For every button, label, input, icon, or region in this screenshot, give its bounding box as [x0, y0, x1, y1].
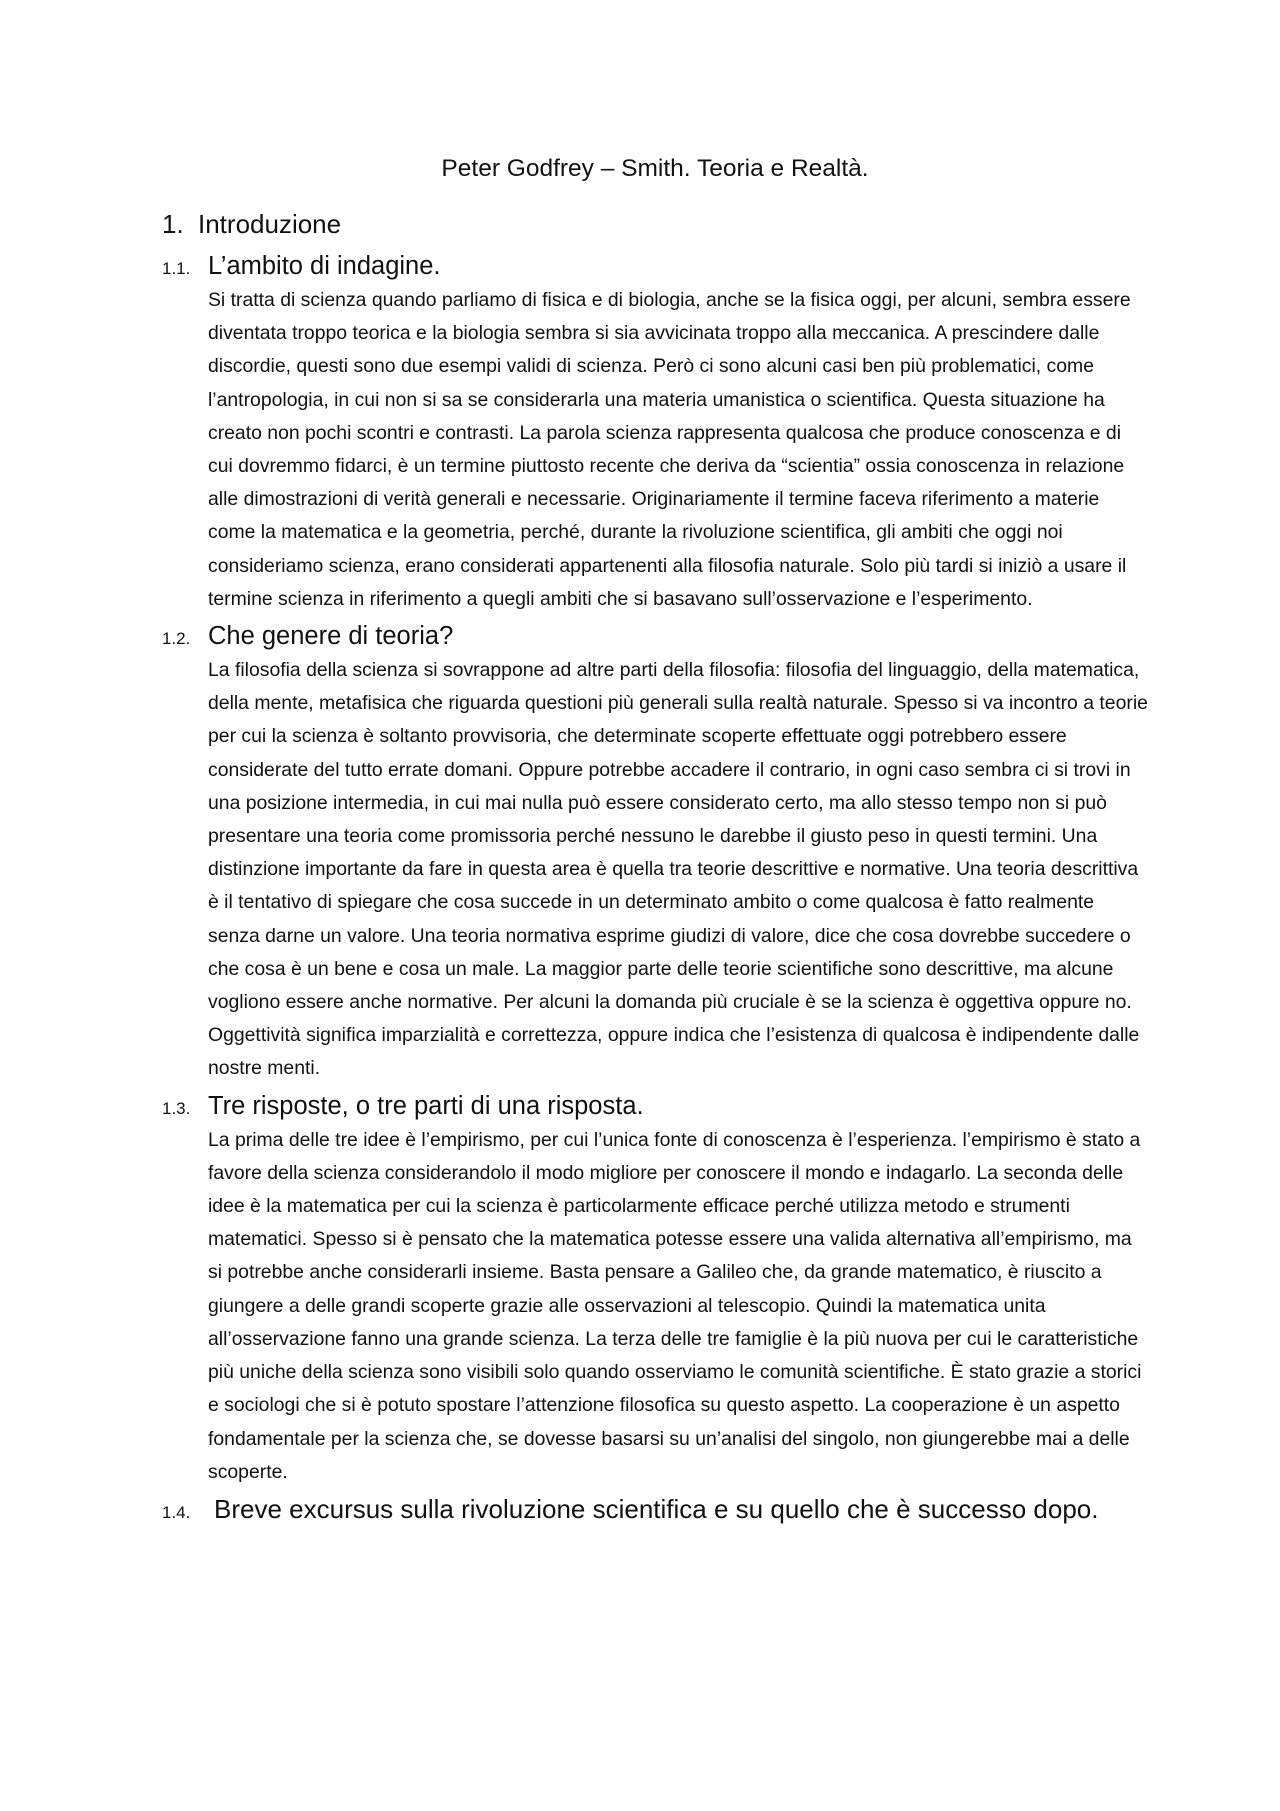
section-title: Tre risposte, o tre parti di una risposta. [208, 1091, 644, 1120]
section-paragraph: La filosofia della scienza si sovrappone ad altre parti della filosofia: filosofia del linguaggio, della matematica, della mente, metafisica che riguarda questioni più generali sulla realtà naturale. Spesso si va incontro a teorie per cui la scienza è soltanto provvisoria, che determinate scoperte effettuate oggi potrebbero essere considerate del tutto errate domani. Oppure potrebbe accadere il contrario, in ogni caso sembra ci si trovi in una posizione intermedia, in cui mai nulla può essere considerato certo, ma allo stesso tempo non si può presentare una teoria come promissoria perché nessuno le darebbe il giusto peso in questi termini. Una distinzione importante da fare in questa area è quella tra teorie descrittive e normative. Una teoria descrittiva è il tentativo di spiegare che cosa succede in un determinato ambito o come qualcosa è fatto realmente senza darne un valore. Una teoria normativa esprime giudizi di valore, dice che cosa dovrebbe succedere o che cosa è un bene e cosa un male. La maggior parte delle teorie scientifiche sono descrittive, ma alcune vogliono essere anche normative. Per alcuni la domanda più cruciale è se la scienza è oggettiva oppure no. Oggettività significa imparzialità e correttezza, oppure indica che l’esistenza di qualcosa è indipendente dalle nostre menti. [208, 659, 1148, 1080]
section-paragraph: La prima delle tre idee è l’empirismo, per cui l’unica fonte di conoscenza è l’esperienza. l’empirismo è stato a favore della scienza considerandolo il modo migliore per conoscere il mondo e indagarlo. La seconda delle idee è la matematica per cui la scienza è particolarmente efficace perché utilizza metodo e strumenti matematici. Spesso si è pensato che la matematica potesse essere una valida alternativa all’empirismo, ma si potrebbe anche considerarli insieme. Basta pensare a Galileo che, da grande matematico, è riuscito a giungere a delle grandi scoperte grazie alle osservazioni al telescopio. Quindi la matematica unita all’osservazione fanno una grande scienza. La terza delle tre famiglie è la più nuova per cui le caratteristiche più uniche della scienza sono visibili solo quando osserviamo le comunità scientifiche. È stato grazie a storici e sociologi che si è potuto spostare l’attenzione filosofica su questo aspetto. La cooperazione è un aspetto fondamentale per la scienza che, se dovesse basarsi su un’analisi del singolo, non giungerebbe mai a delle scoperte. [208, 1128, 1142, 1483]
section-heading [162, 618, 1148, 654]
section-1-2 [162, 618, 1148, 1086]
document-title: Peter Godfrey – Smith. Teoria e Realtà. [441, 155, 869, 182]
section-heading [162, 248, 1148, 284]
chapter-title: Introduzione [198, 209, 342, 239]
chapter-heading [162, 206, 1148, 242]
section-number: 1.3. [162, 1098, 191, 1118]
section-heading [162, 1491, 1148, 1527]
section-1-1 [162, 248, 1148, 616]
section-1-3 [162, 1088, 1148, 1489]
chapter-number: 1. [162, 209, 184, 239]
section-title: Breve excursus sulla rivoluzione scientifica e su quello che è successo dopo. [214, 1493, 1099, 1524]
section-number: 1.2. [162, 629, 191, 649]
section-title: Che genere di teoria? [208, 622, 454, 651]
section-heading [162, 1088, 1148, 1124]
section-title: L’ambito di indagine. [208, 252, 441, 280]
section-paragraph: Si tratta di scienza quando parliamo di fisica e di biologia, anche se la fisica oggi, per alcuni, sembra essere diventata troppo teorica e la biologia sembra si sia avvicinata troppo alla meccanica. A prescindere dalle discordie, questi sono due esempi validi di scienza. Però ci sono alcuni casi ben più problematici, come l’antropologia, in cui non si sa se considerarla una materia umanistica o scientifica. Questa situazione ha creato non pochi scontri e contrasti. La parola scienza rappresenta qualcosa che produce conoscenza e di cui dovremmo fidarci, è un termine piuttosto recente che deriva da “scientia” ossia conoscenza in relazione alle dimostrazioni di verità generali e necessarie. Originariamente il termine faceva riferimento a materie come la matematica e la geometria, perché, durante la rivoluzione scientifica, gli ambiti che oggi noi consideriamo scienza, erano considerati appartenenti alla filosofia naturale. Solo più tardi si iniziò a usare il termine scienza in riferimento a quegli ambiti che si basavano sull’osservazione e l’esperimento. [208, 289, 1131, 610]
section-number: 1.1. [162, 259, 191, 278]
section-number: 1.4. [162, 1502, 191, 1522]
section-1-4 [162, 1491, 1148, 1527]
